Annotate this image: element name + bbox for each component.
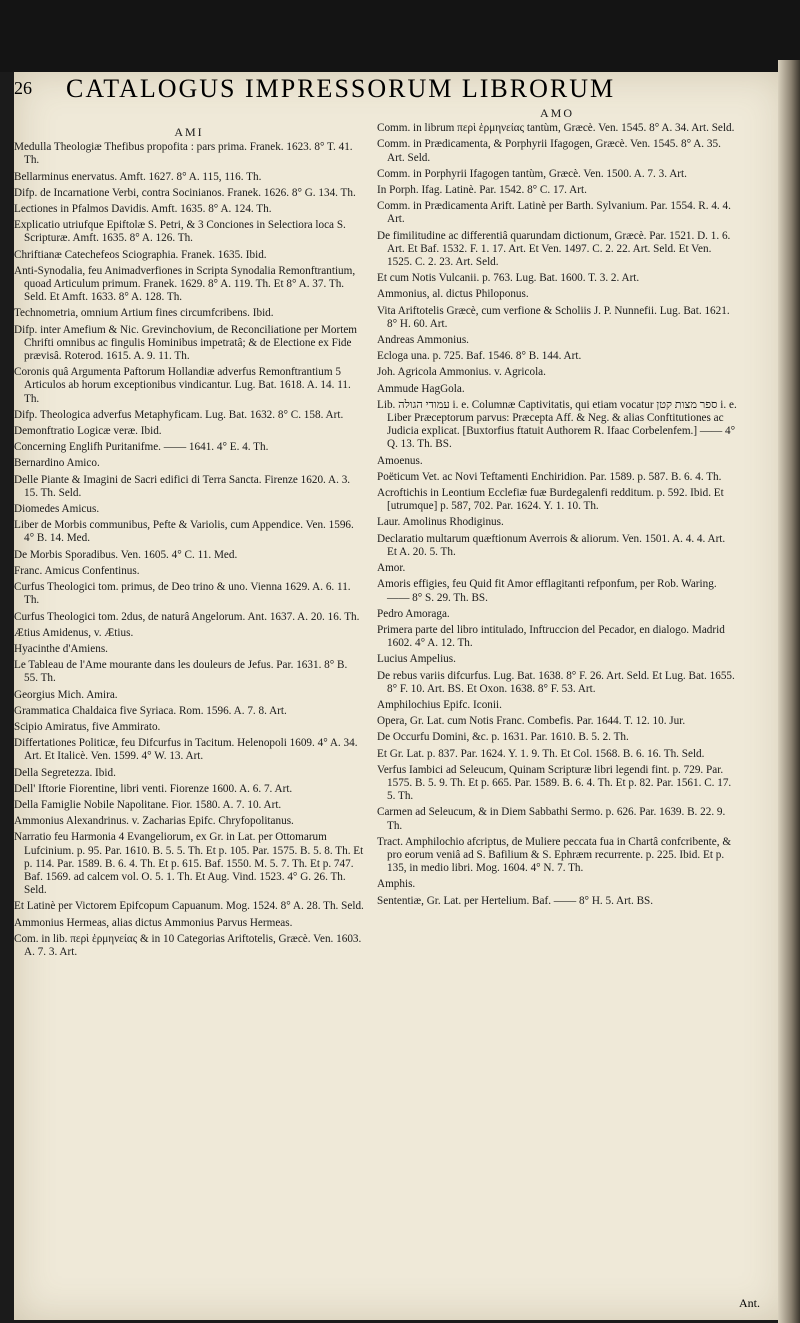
catalog-entry: Amphilochius Epifc. Iconii.: [377, 698, 502, 711]
catalog-entry: Lectiones in Pfalmos Davidis. Amft. 1635. 8° A. 124. Th.: [14, 203, 272, 216]
catalog-entry: Acroftichis in Leontium Ecclefiæ fuæ Burdegalenfi redditum. p. 592. Ibid. Et [utrumque] p. 587, 702. Par. 1624. Y. 1. 10. Th.: [377, 487, 724, 513]
catalog-entry: De rebus variis difcurfus. Lug. Bat. 1638. 8° F. 26. Art. Seld. Et Lug. Bat. 1655. 8° F. 10. Art. BS. Et Oxon. 1638. 8° F. 53. Art.: [377, 669, 735, 695]
catalog-entry: Difp. inter Amefium & Nic. Grevinchovium, de Reconciliatione per Mortem Chrifti omnibus ac fingulis Hominibus impetratâ; & de Electione ex Fide prævisâ. Roterod. 1615. A. 9. 11. Th.: [14, 323, 357, 363]
catalog-entry: Comm. in Prædicamenta Arift. Latinè per Barth. Sylvanium. Par. 1554. R. 4. 4. Art.: [377, 200, 731, 226]
catchword: Ant.: [739, 1296, 760, 1310]
running-title: CATALOGUS IMPRESSORUM LIBRORUM: [66, 74, 616, 103]
catalog-entry: Pedro Amoraga.: [377, 607, 450, 620]
catalog-entry: Andreas Ammonius.: [377, 334, 469, 347]
catalog-entry: Delle Piante & Imagini de Sacri edifici di Terra Sancta. Firenze 1620. A. 3. 15. Th. Seld.: [14, 473, 351, 499]
right-column-heading: AMO: [539, 106, 574, 120]
catalog-entry: Amphis.: [377, 878, 416, 891]
catalog-entry: Bernardino Amico.: [14, 457, 100, 470]
catalog-entry: De Morbis Sporadibus. Ven. 1605. 4° C. 11. Med.: [14, 548, 238, 561]
left-column-heading: AMI: [174, 125, 204, 139]
catalog-entry: Vita Ariftotelis Græcè, cum verfione & Scholiis J. P. Nunnefii. Lug. Bat. 1621. 8° H. 60. Art.: [377, 304, 730, 330]
catalog-entry: Differtationes Politicæ, feu Difcurfus in Tacitum. Helenopoli 1609. 4° A. 34. Art. Et Italicè. Ven. 1599. 4° W. 13. Art.: [14, 737, 358, 763]
catalog-entry: De Occurfu Domini, &c. p. 1631. Par. 1610. B. 5. 2. Th.: [377, 731, 629, 744]
catalog-entry: Sententiæ, Gr. Lat. per Hertelium. Baf. —— 8° H. 5. Art. BS.: [377, 894, 654, 907]
catalog-entry: Comm. in Porphyrii Ifagogen tantùm, Græcè. Ven. 1500. A. 7. 3. Art.: [377, 167, 687, 180]
catalog-entry: Coronis quâ Argumenta Paftorum Hollandiæ adverfus Remonftrantium 5 Articulos ab horum exceptionibus vindicantur. Lug. Bat. 1618. A. 14. 11. Th.: [14, 366, 351, 405]
catalog-entry: Amor.: [377, 562, 406, 575]
left-entries: [14, 141, 364, 959]
catalog-entry: Ammude HagGola.: [377, 382, 465, 395]
catalog-entry: Narratio feu Harmonia 4 Evangeliorum, ex Gr. in Lat. per Ottomarum Lufcinium. p. 95. Par. 1610. B. 5. 5. Th. Et p. 105. Par. 1575. B. 5. 8. Th. Et p. 114. Par. 1589. B. 6. 4. Th. Et p. 615. Baf. 1550. M. 5. 7. Th. Et p. 747. Baf. 1569. ad calcem vol. O. 5. 1. Th. Et Aug. Vind. 1523. 4° G. 26. Th. Seld.: [14, 831, 364, 897]
right-column: [377, 107, 737, 911]
page-header: [14, 76, 774, 102]
catalog-entry: Comm. in librum περὶ ἑρμηνείας tantùm, Græcè. Ven. 1545. 8° A. 34. Art. Seld.: [377, 122, 735, 135]
catalog-entry: Tract. Amphilochio afcriptus, de Muliere peccata fua in Chartâ confcribente, & pro eorum veniâ ad S. Bafilium & S. Ephræm recurrente. p. 225. Ibid. Et p. 135, in medio libri. Mog. 1604. 4° N. 7. Th.: [377, 835, 732, 875]
catalog-entry: Liber de Morbis communibus, Pefte & Variolis, cum Appendice. Ven. 1596. 4° B. 14. Med.: [14, 519, 354, 545]
catalog-entry: Et cum Notis Vulcanii. p. 763. Lug. Bat. 1600. T. 3. 2. Art.: [377, 272, 640, 285]
catalog-entry: Lucius Ampelius.: [377, 653, 456, 666]
catalog-entry: Curfus Theologici tom. 2dus, de naturâ Angelorum. Ant. 1637. A. 20. 16. Th.: [14, 610, 360, 623]
catalog-entry: Amoenus.: [377, 454, 423, 467]
catalog-entry: Le Tableau de l'Ame mourante dans les douleurs de Jefus. Par. 1631. 8° B. 55. Th.: [14, 659, 348, 685]
catalog-entry: Franc. Amicus Confentinus.: [14, 564, 140, 577]
catalog-entry: Della Segretezza. Ibid.: [14, 766, 116, 779]
catalog-entry: Dell' Iftorie Fiorentine, libri venti. Fiorenze 1600. A. 6. 7. Art.: [14, 782, 293, 795]
left-column: [14, 126, 364, 962]
catalog-entry: Lib. עמודי הגולה i. e. Columnæ Captivitatis, qui etiam vocatur ספר מצות קטן i. e. Liber Præceptorum parvus: Præcepta Aff. & Neg. & alias Conftitutiones ac Judicia explicat. [Buxtorfius ftatuit Authorem R. Ifaac Corbelenfem.] —— 4° Q. 13. Th. BS.: [377, 398, 737, 451]
catalog-entry: Diomedes Amicus.: [14, 503, 100, 516]
catalog-entry: Concerning Englifh Puritanifme. —— 1641. 4° E. 4. Th.: [14, 441, 269, 454]
catalog-entry: Curfus Theologici tom. primus, de Deo trino & uno. Vienna 1629. A. 6. 11. Th.: [14, 581, 351, 607]
catalog-entry: Hyacinthe d'Amiens.: [14, 642, 108, 655]
catalog-entry: Et Gr. Lat. p. 837. Par. 1624. Y. 1. 9. Th. Et Col. 1568. B. 6. 16. Th. Seld.: [377, 747, 705, 760]
catalog-entry: Poëticum Vet. ac Novi Teftamenti Enchiridion. Par. 1589. p. 587. B. 6. 4. Th.: [377, 470, 722, 483]
catalog-entry: Georgius Mich. Amira.: [14, 688, 118, 701]
catalog-entry: Com. in lib. περὶ ἑρμηνείας & in 10 Categorias Ariftotelis, Græcè. Ven. 1603. A. 7. 3. Art.: [14, 932, 362, 958]
catalog-entry: Scipio Amiratus, five Ammirato.: [14, 720, 161, 733]
catalog-entry: Et Latinè per Victorem Epifcopum Capuanum. Mog. 1524. 8° A. 28. Th. Seld.: [14, 900, 364, 913]
catalog-entry: Grammatica Chaldaica five Syriaca. Rom. 1596. A. 7. 8. Art.: [14, 704, 287, 717]
catalog-entry: Ecloga una. p. 725. Baf. 1546. 8° B. 144. Art.: [377, 350, 582, 363]
catalog-entry: Ætius Amidenus, v. Ætius.: [14, 626, 134, 639]
catalog-entry: Anti-Synodalia, feu Animadverfiones in Scripta Synodalia Remonftrantium, quoad Articulum primum. Franek. 1629. 8° A. 119. Th. Et 8° A. 37. Th. Seld. Et Amft. 1633. 8° A. 128. Th.: [14, 264, 356, 304]
catalog-entry: Laur. Amolinus Rhodiginus.: [377, 516, 504, 529]
catalog-entry: Amoris effigies, feu Quid fit Amor efflagitanti refponfum, per Rob. Waring. —— 8° S. 29. Th. BS.: [377, 578, 717, 604]
catalog-entry: Bellarminus enervatus. Amft. 1627. 8° A. 115, 116. Th.: [14, 170, 262, 183]
catalog-entry: Ammonius Hermeas, alias dictus Ammonius Parvus Hermeas.: [14, 916, 293, 929]
catalog-entry: Comm. in Prædicamenta, & Porphyrii Ifagogen, Græcè. Ven. 1545. 8° A. 35. Art. Seld.: [377, 138, 721, 164]
catalog-entry: Opera, Gr. Lat. cum Notis Franc. Combefis. Par. 1644. T. 12. 10. Jur.: [377, 715, 686, 728]
right-entries: [377, 122, 737, 908]
catalog-entry: Della Famiglie Nobile Napolitane. Fior. 1580. A. 7. 10. Art.: [14, 798, 282, 811]
page-edge-shadow: [778, 60, 800, 1323]
catalog-entry: Carmen ad Seleucum, & in Diem Sabbathi Sermo. p. 626. Par. 1639. B. 22. 9. Th.: [377, 806, 726, 832]
page-number: 26: [14, 78, 32, 98]
catalog-entry: Difp. Theologica adverfus Metaphyficam. Lug. Bat. 1632. 8° C. 158. Art.: [14, 408, 344, 421]
catalog-entry: Declaratio multarum quæftionum Averrois & aliorum. Ven. 1501. A. 4. 4. Art. Et A. 20. 5. Th.: [377, 532, 726, 558]
catalog-entry: In Porph. Ifag. Latinè. Par. 1542. 8° C. 17. Art.: [377, 184, 587, 197]
catalog-entry: Technometria, omnium Artium fines circumfcribens. Ibid.: [14, 307, 274, 320]
catalog-entry: Demonftratio Logicæ veræ. Ibid.: [14, 425, 162, 438]
scan-top-border: [0, 0, 800, 72]
catalog-entry: Ammonius Alexandrinus. v. Zacharias Epifc. Chryfopolitanus.: [14, 815, 294, 828]
catalog-entry: Chriftianæ Catechefeos Sciographia. Franek. 1635. Ibid.: [14, 248, 267, 261]
catalog-entry: Verfus Iambici ad Seleucum, Quinam Scripturæ libri legendi fint. p. 729. Par. 1575. B. 5. 9. Th. Et p. 665. Par. 1589. B. 6. 4. Th. Et p. 82. Par. 1561. C. 17. 5. Th.: [377, 763, 732, 803]
catalog-entry: Difp. de Incarnatione Verbi, contra Socinianos. Franek. 1626. 8° G. 134. Th.: [14, 186, 356, 199]
catalog-entry: Medulla Theologiæ Thefibus propofita : pars prima. Franek. 1623. 8° T. 41. Th.: [14, 141, 353, 167]
catalog-entry: De fimilitudine ac differentiâ quarundam dictionum, Græcè. Par. 1521. D. 1. 6. Art. Et Baf. 1532. F. 1. 17. Art. Et Ven. 1497. C. 2. 22. Art. Seld. Et Ven. 1525. C. 2. 23. Art. Seld.: [377, 229, 731, 269]
catalog-entry: Primera parte del libro intitulado, Inftruccion del Pecador, en dialogo. Madrid 1602. 4° A. 12. Th.: [377, 623, 725, 650]
catalog-entry: Explicatio utriufque Epiftolæ S. Petri, & 3 Conciones in Selectiora loca S. Scripturæ. Amft. 1635. 8° A. 126. Th.: [14, 219, 346, 245]
catalog-entry: Ammonius, al. dictus Philoponus.: [377, 288, 529, 301]
catalog-entry: Joh. Agricola Ammonius. v. Agricola.: [377, 366, 546, 379]
